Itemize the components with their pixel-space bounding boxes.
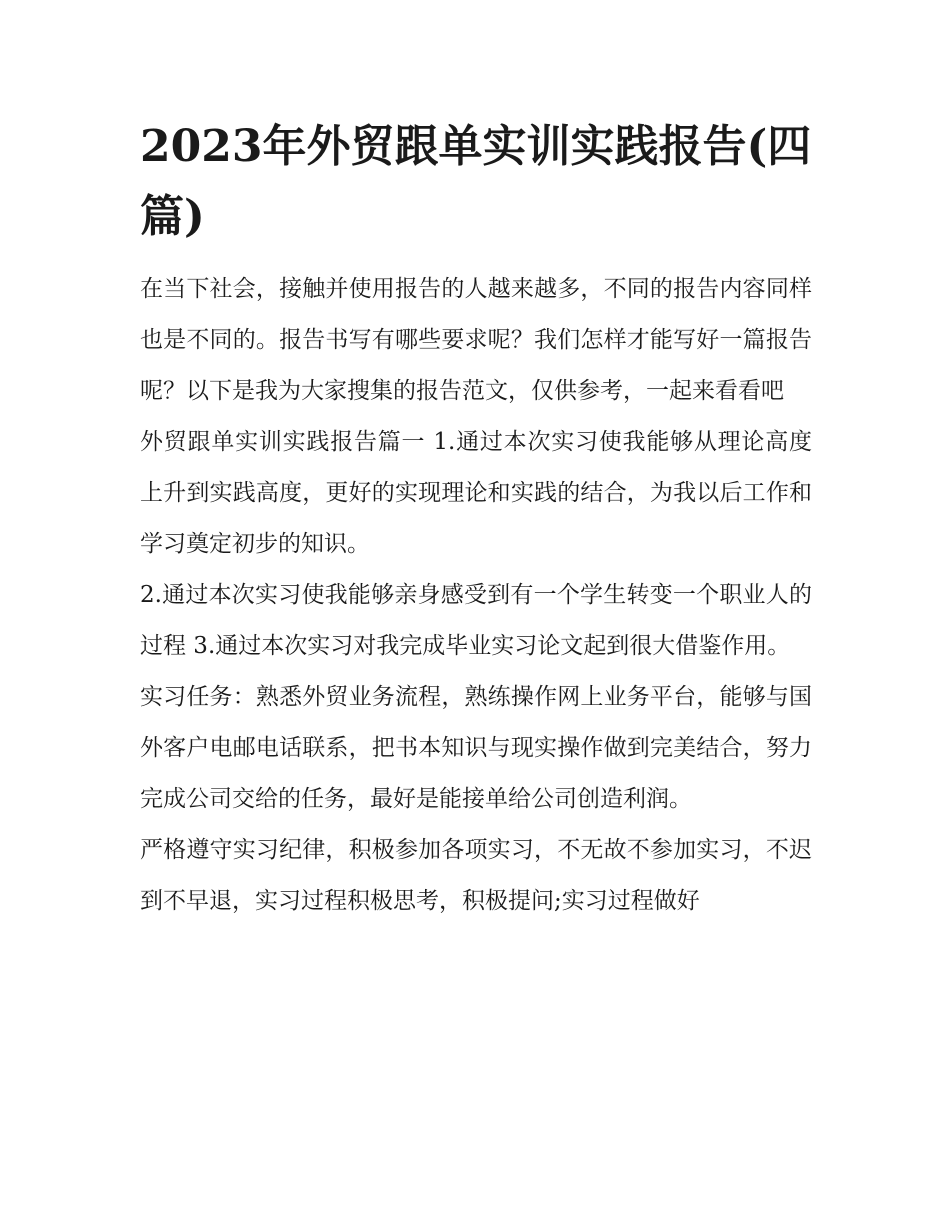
paragraph-3: 实习任务：熟悉外贸业务流程，熟练操作网上业务平台，能够与国外客户电邮电话联系，把书本知识与现实操作做到完美结合，努力完成公司交给的任务，最好是能接单给公司创造利润。: [140, 684, 812, 812]
paragraph-4: 严格遵守实习纪律，积极参加各项实习，不无故不参加实习，不迟到不早退，实习过程积极思考，积极提问;实习过程做好: [140, 837, 812, 914]
paragraph-intro: 在当下社会，接触并使用报告的人越来越多，不同的报告内容同样也是不同的。报告书写有哪些要求呢？我们怎样才能写好一篇报告呢？以下是我为大家搜集的报告范文，仅供参考，一起来看看吧: [140, 276, 812, 404]
document-title: 2023年外贸跟单实训实践报告(四篇): [140, 121, 812, 242]
paragraph-1: 外贸跟单实训实践报告篇一 1.通过本次实习使我能够从理论高度上升到实践高度，更好的实现理论和实践的结合，为我以后工作和学习奠定初步的知识。: [140, 429, 812, 557]
paragraph-2: 2.通过本次实习使我能够亲身感受到有一个学生转变一个职业人的过程 3.通过本次实习对我完成毕业实习论文起到很大借鉴作用。: [140, 582, 812, 659]
document-page: [140, 112, 812, 927]
